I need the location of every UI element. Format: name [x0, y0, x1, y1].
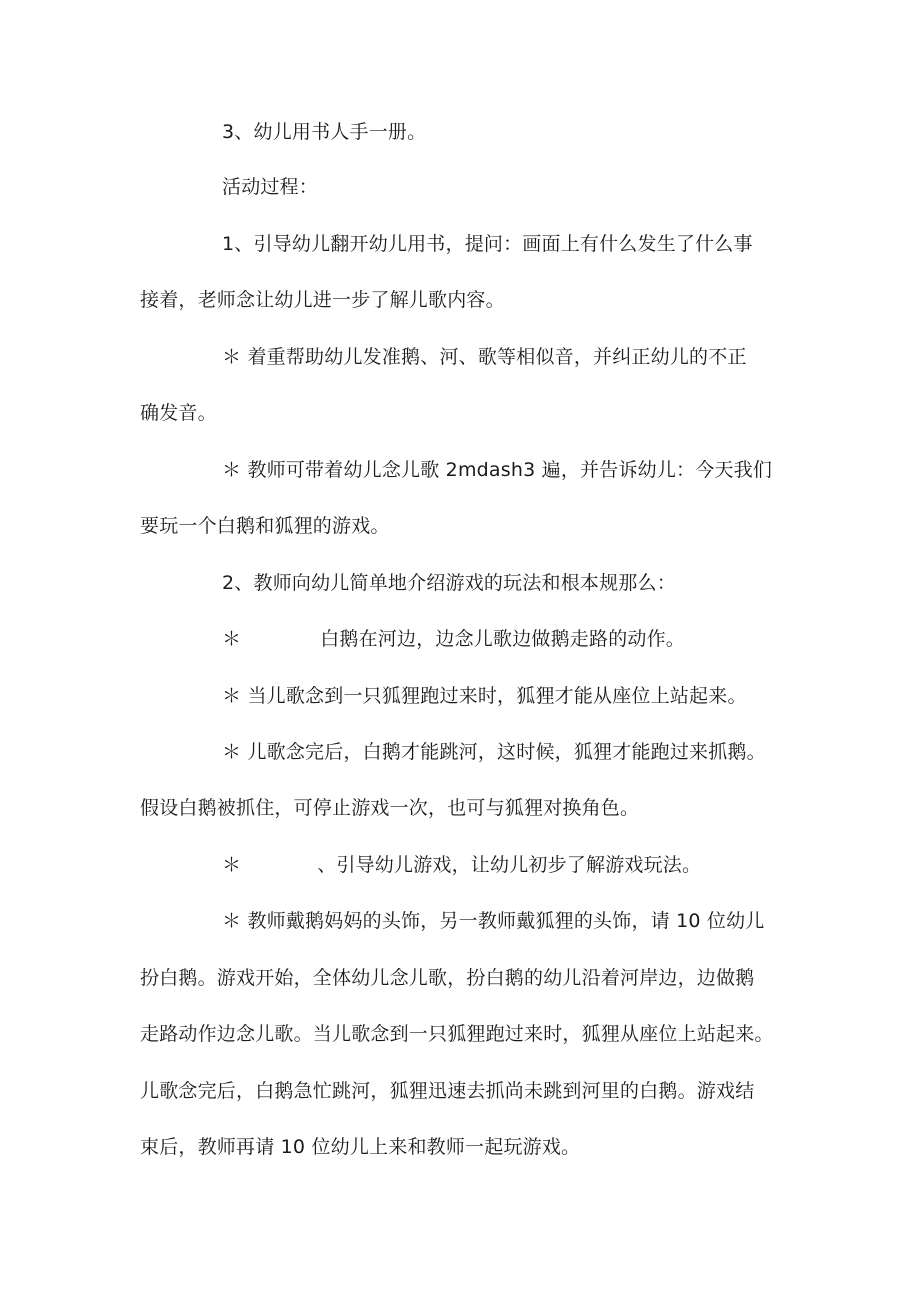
note-pronunciation-line-2: 确发音。 — [140, 402, 217, 424]
step-3 — [222, 853, 701, 877]
game-desc-line-3: 走路动作边念儿歌。当儿歌念到一只狐狸跑过来时，狐狸从座位上站起来。 — [140, 1023, 774, 1045]
rule-1 — [222, 627, 685, 651]
process-heading: 活动过程： — [222, 176, 319, 198]
step-3-text: 、引导幼儿游戏，让幼儿初步了解游戏玩法。 — [317, 854, 702, 876]
step-3-star: ＊ — [222, 854, 242, 876]
rule-1-text: 白鹅在河边，边念儿歌边做鹅走路的动作。 — [320, 628, 686, 650]
note-recite-line-1: ＊ 教师可带着幼儿念儿歌 2mdash3 遍，并告诉幼儿：今天我们 — [222, 459, 773, 481]
step-1-line-1: 1、引导幼儿翻开幼儿用书，提问：画面上有什么发生了什么事 — [222, 233, 753, 255]
step-2-heading: 2、教师向幼儿简单地介绍游戏的玩法和根本规那么： — [222, 572, 676, 594]
rule-2: ＊ 当儿歌念到一只狐狸跑过来时，狐狸才能从座位上站起来。 — [222, 685, 747, 707]
game-desc-line-4: 儿歌念完后，白鹅急忙跳河，狐狸迅速去抓尚未跳到河里的白鹅。游戏结 — [140, 1080, 755, 1102]
rule-1-star: ＊ — [222, 628, 242, 650]
note-recite-line-2: 要玩一个白鹅和狐狸的游戏。 — [140, 515, 390, 537]
game-desc-line-2: 扮白鹅。游戏开始，全体幼儿念儿歌，扮白鹅的幼儿沿着河岸边，边做鹅 — [140, 967, 755, 989]
materials-item-3: 3、幼儿用书人手一册。 — [222, 121, 427, 143]
game-desc-line-5: 束后，教师再请 10 位幼儿上来和教师一起玩游戏。 — [140, 1136, 581, 1158]
step-1-line-2: 接着，老师念让幼儿进一步了解儿歌内容。 — [140, 289, 505, 311]
note-pronunciation-line-1: ＊ 着重帮助幼儿发准鹅、河、歌等相似音，并纠正幼儿的不正 — [222, 346, 747, 368]
game-desc-line-1: ＊ 教师戴鹅妈妈的头饰，另一教师戴狐狸的头饰，请 10 位幼儿 — [222, 910, 765, 932]
rule-3-line-1: ＊ 儿歌念完后，白鹅才能跳河，这时候，狐狸才能跑过来抓鹅。 — [222, 741, 766, 763]
rule-3-line-2: 假设白鹅被抓住，可停止游戏一次，也可与狐狸对换角色。 — [140, 797, 640, 819]
